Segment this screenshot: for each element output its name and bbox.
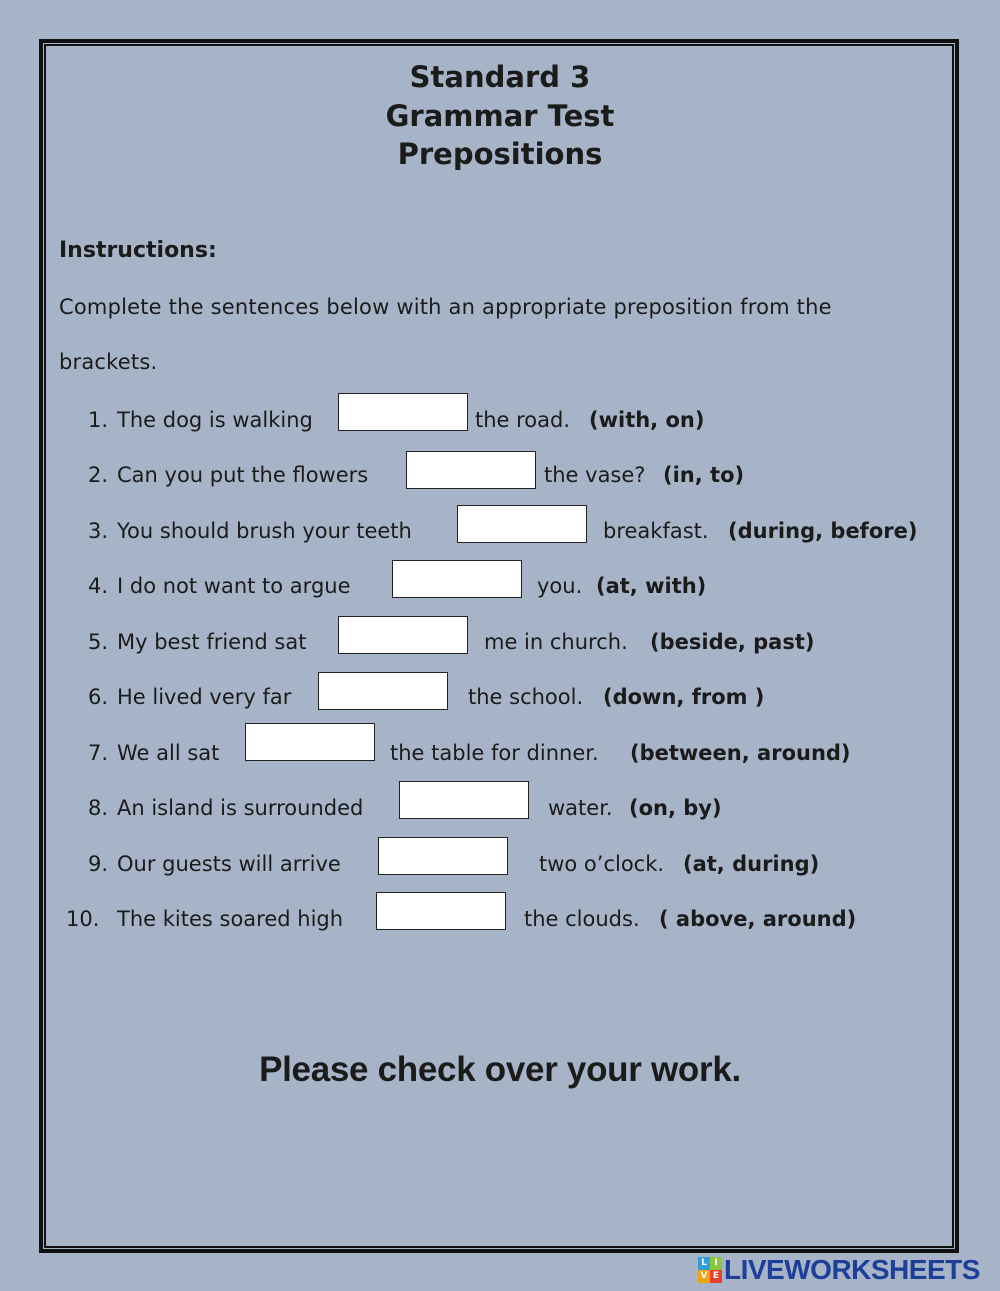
instructions-text: Complete the sentences below with an appropriate preposition from the brackets. xyxy=(59,295,832,374)
answer-input-8[interactable] xyxy=(399,781,529,819)
question-text-before: Our guests will arrive xyxy=(117,852,341,876)
question-text-after: me in church. xyxy=(484,630,628,654)
answer-input-7[interactable] xyxy=(245,723,375,761)
question-options: (at, during) xyxy=(683,852,820,876)
question-text-after: the school. xyxy=(468,685,584,709)
logo-letter: E xyxy=(710,1270,722,1283)
question-text-before: We all sat xyxy=(117,741,220,765)
check-work-message: Please check over your work. xyxy=(259,1050,741,1089)
question-text-before: He lived very far xyxy=(117,685,292,709)
question-text-after: water. xyxy=(548,796,613,820)
question-text-before: I do not want to argue xyxy=(117,574,351,598)
liveworksheets-logo[interactable] xyxy=(698,1256,980,1284)
answer-input-3[interactable] xyxy=(457,505,587,543)
logo-letter: L xyxy=(698,1257,710,1270)
question-options: ( above, around) xyxy=(659,907,857,931)
answer-input-9[interactable] xyxy=(378,837,508,875)
question-options: (down, from ) xyxy=(603,685,765,709)
question-text-before: My best friend sat xyxy=(117,630,307,654)
question-text-after: the road. xyxy=(475,408,571,432)
question-options: (during, before) xyxy=(728,519,918,543)
title-grade: Standard 3 xyxy=(409,60,591,94)
answer-input-2[interactable] xyxy=(406,451,536,489)
liveworksheets-logo-text: LIVEWORKSHEETS xyxy=(724,1254,980,1285)
question-text-after: you. xyxy=(537,574,583,598)
question-number: 5. xyxy=(88,630,109,654)
title-test: Grammar Test xyxy=(385,98,615,133)
question-number: 9. xyxy=(88,852,109,876)
answer-input-5[interactable] xyxy=(338,616,468,654)
answer-input-10[interactable] xyxy=(376,892,506,930)
question-text-before: An island is surrounded xyxy=(117,796,364,820)
page-title xyxy=(0,58,1000,174)
question-text-after: the table for dinner. xyxy=(390,741,599,765)
question-number: 8. xyxy=(88,796,109,820)
question-options: (with, on) xyxy=(589,408,705,432)
logo-letter: I xyxy=(710,1257,722,1270)
logo-letter: V xyxy=(698,1270,710,1283)
question-text-before: You should brush your teeth xyxy=(117,519,412,543)
question-number: 6. xyxy=(88,685,109,709)
question-text-after: the clouds. xyxy=(524,907,640,931)
question-text-after: two o’clock. xyxy=(539,852,665,876)
question-number: 4. xyxy=(88,574,109,598)
question-options: (at, with) xyxy=(596,574,707,598)
question-number: 2. xyxy=(88,463,109,487)
question-number: 7. xyxy=(88,741,109,765)
question-number: 1. xyxy=(88,408,109,432)
question-text-before: Can you put the flowers xyxy=(117,463,369,487)
answer-input-6[interactable] xyxy=(318,672,448,710)
question-options: (in, to) xyxy=(663,463,745,487)
question-options: (between, around) xyxy=(630,741,851,765)
question-number: 10. xyxy=(66,907,100,931)
answer-input-1[interactable] xyxy=(338,393,468,431)
liveworksheets-logo-icon xyxy=(698,1257,722,1283)
question-text-after: the vase? xyxy=(544,463,646,487)
question-text-after: breakfast. xyxy=(603,519,709,543)
question-options: (beside, past) xyxy=(650,630,815,654)
question-number: 3. xyxy=(88,519,109,543)
question-text-before: The dog is walking xyxy=(117,408,313,432)
question-options: (on, by) xyxy=(629,796,722,820)
instructions-heading: Instructions: xyxy=(59,238,217,263)
title-topic: Prepositions xyxy=(397,137,603,171)
answer-input-4[interactable] xyxy=(392,560,522,598)
question-text-before: The kites soared high xyxy=(117,907,344,931)
